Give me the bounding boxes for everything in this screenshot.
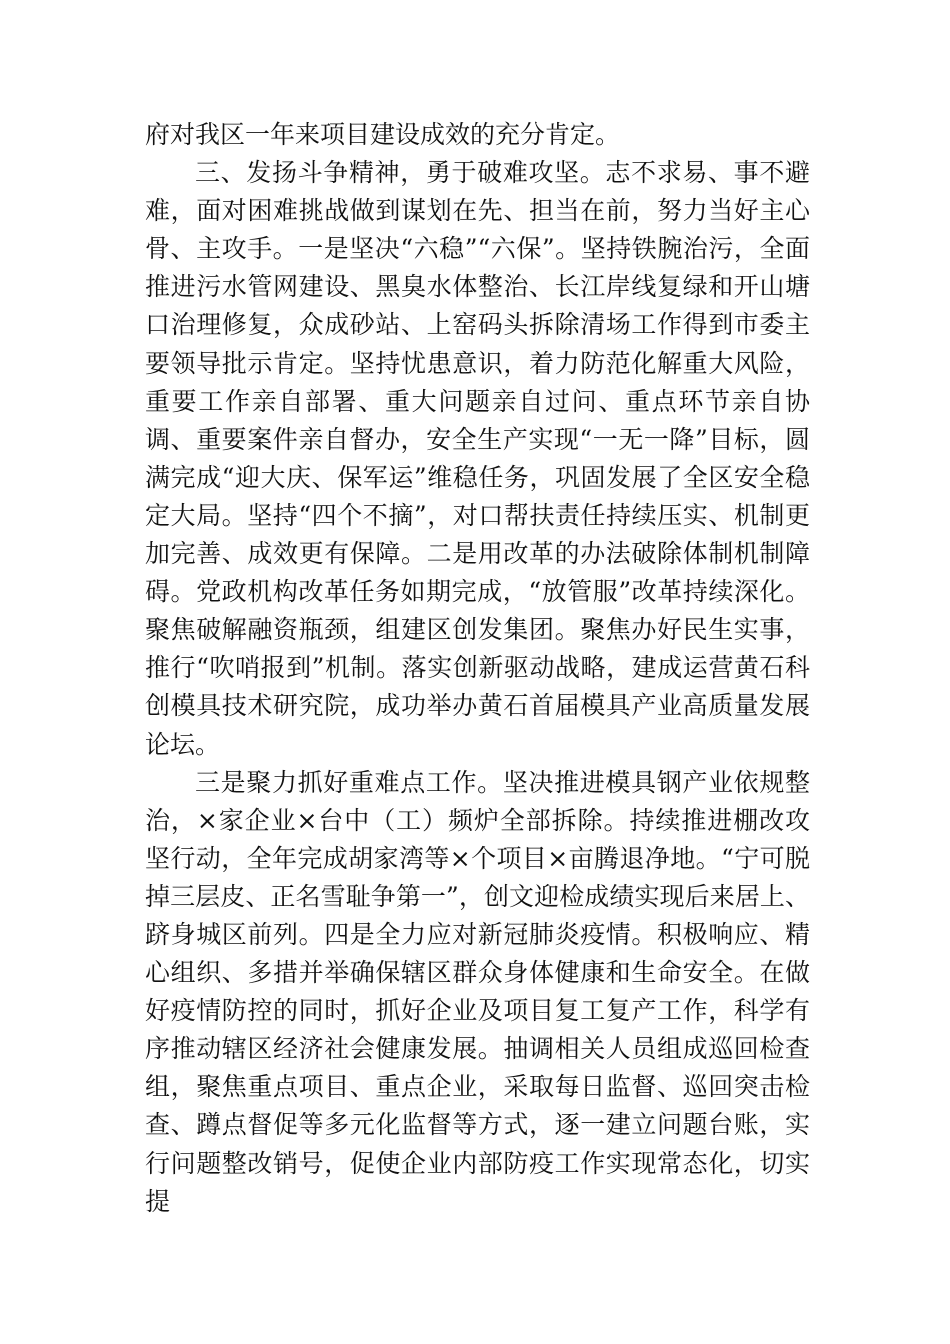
paragraph-1: 府对我区一年来项目建设成效的充分肯定。 <box>145 120 621 149</box>
paragraph-2: 三、发扬斗争精神，勇于破难攻坚。志不求易、事不避难，面对困难挑战做到谋划在先、担当在前，努力当好主心骨、主攻手。一是坚决“六稳”“六保”。坚持铁腕治污，全面推进污水管网建设、黑臭水体整治、长江岸线复绿和开山塘口治理修复，众成砂站、上窑码头拆除清场工作得到市委主要领导批示肯定。坚持忧患意识，着力防范化解重大风险，重要工作亲自部署、重大问题亲自过问、重点环节亲自协调、重要案件亲自督办，安全生产实现“一无一降”目标，圆满完成“迎大庆、保军运”维稳任务，巩固发展了全区安全稳定大局。坚持“四个不摘”，对口帮扶责任持续压实、机制更加完善、成效更有保障。二是用改革的办法破除体制机制障碍。党政机构改革任务如期完成，“放管服”改革持续深化。聚焦破解融资瓶颈，组建区创发集团。聚焦办好民生实事，推行“吹哨报到”机制。落实创新驱动战略，建成运营黄石科创模具技术研究院，成功举办黄石首届模具产业高质量发展论坛。 <box>145 158 810 759</box>
document-page <box>145 116 810 1221</box>
paragraph-3: 三是聚力抓好重难点工作。坚决推进模具钢产业依规整治，×家企业×台中（工）频炉全部拆除。持续推进棚改攻坚行动，全年完成胡家湾等×个项目×亩腾退净地。“宁可脱掉三层皮、正名雪耻争第一”，创文迎检成绩实现后来居上、跻身城区前列。四是全力应对新冠肺炎疫情。积极响应、精心组织、多措并举确保辖区群众身体健康和生命安全。在做好疫情防控的同时，抓好企业及项目复工复产工作，科学有序推动辖区经济社会健康发展。抽调相关人员组成巡回检查组，聚焦重点项目、重点企业，采取每日监督、巡回突击检查、蹲点督促等多元化监督等方式，逐一建立问题台账，实行问题整改销号，促使企业内部防疫工作实现常态化，切实提 <box>145 767 810 1216</box>
